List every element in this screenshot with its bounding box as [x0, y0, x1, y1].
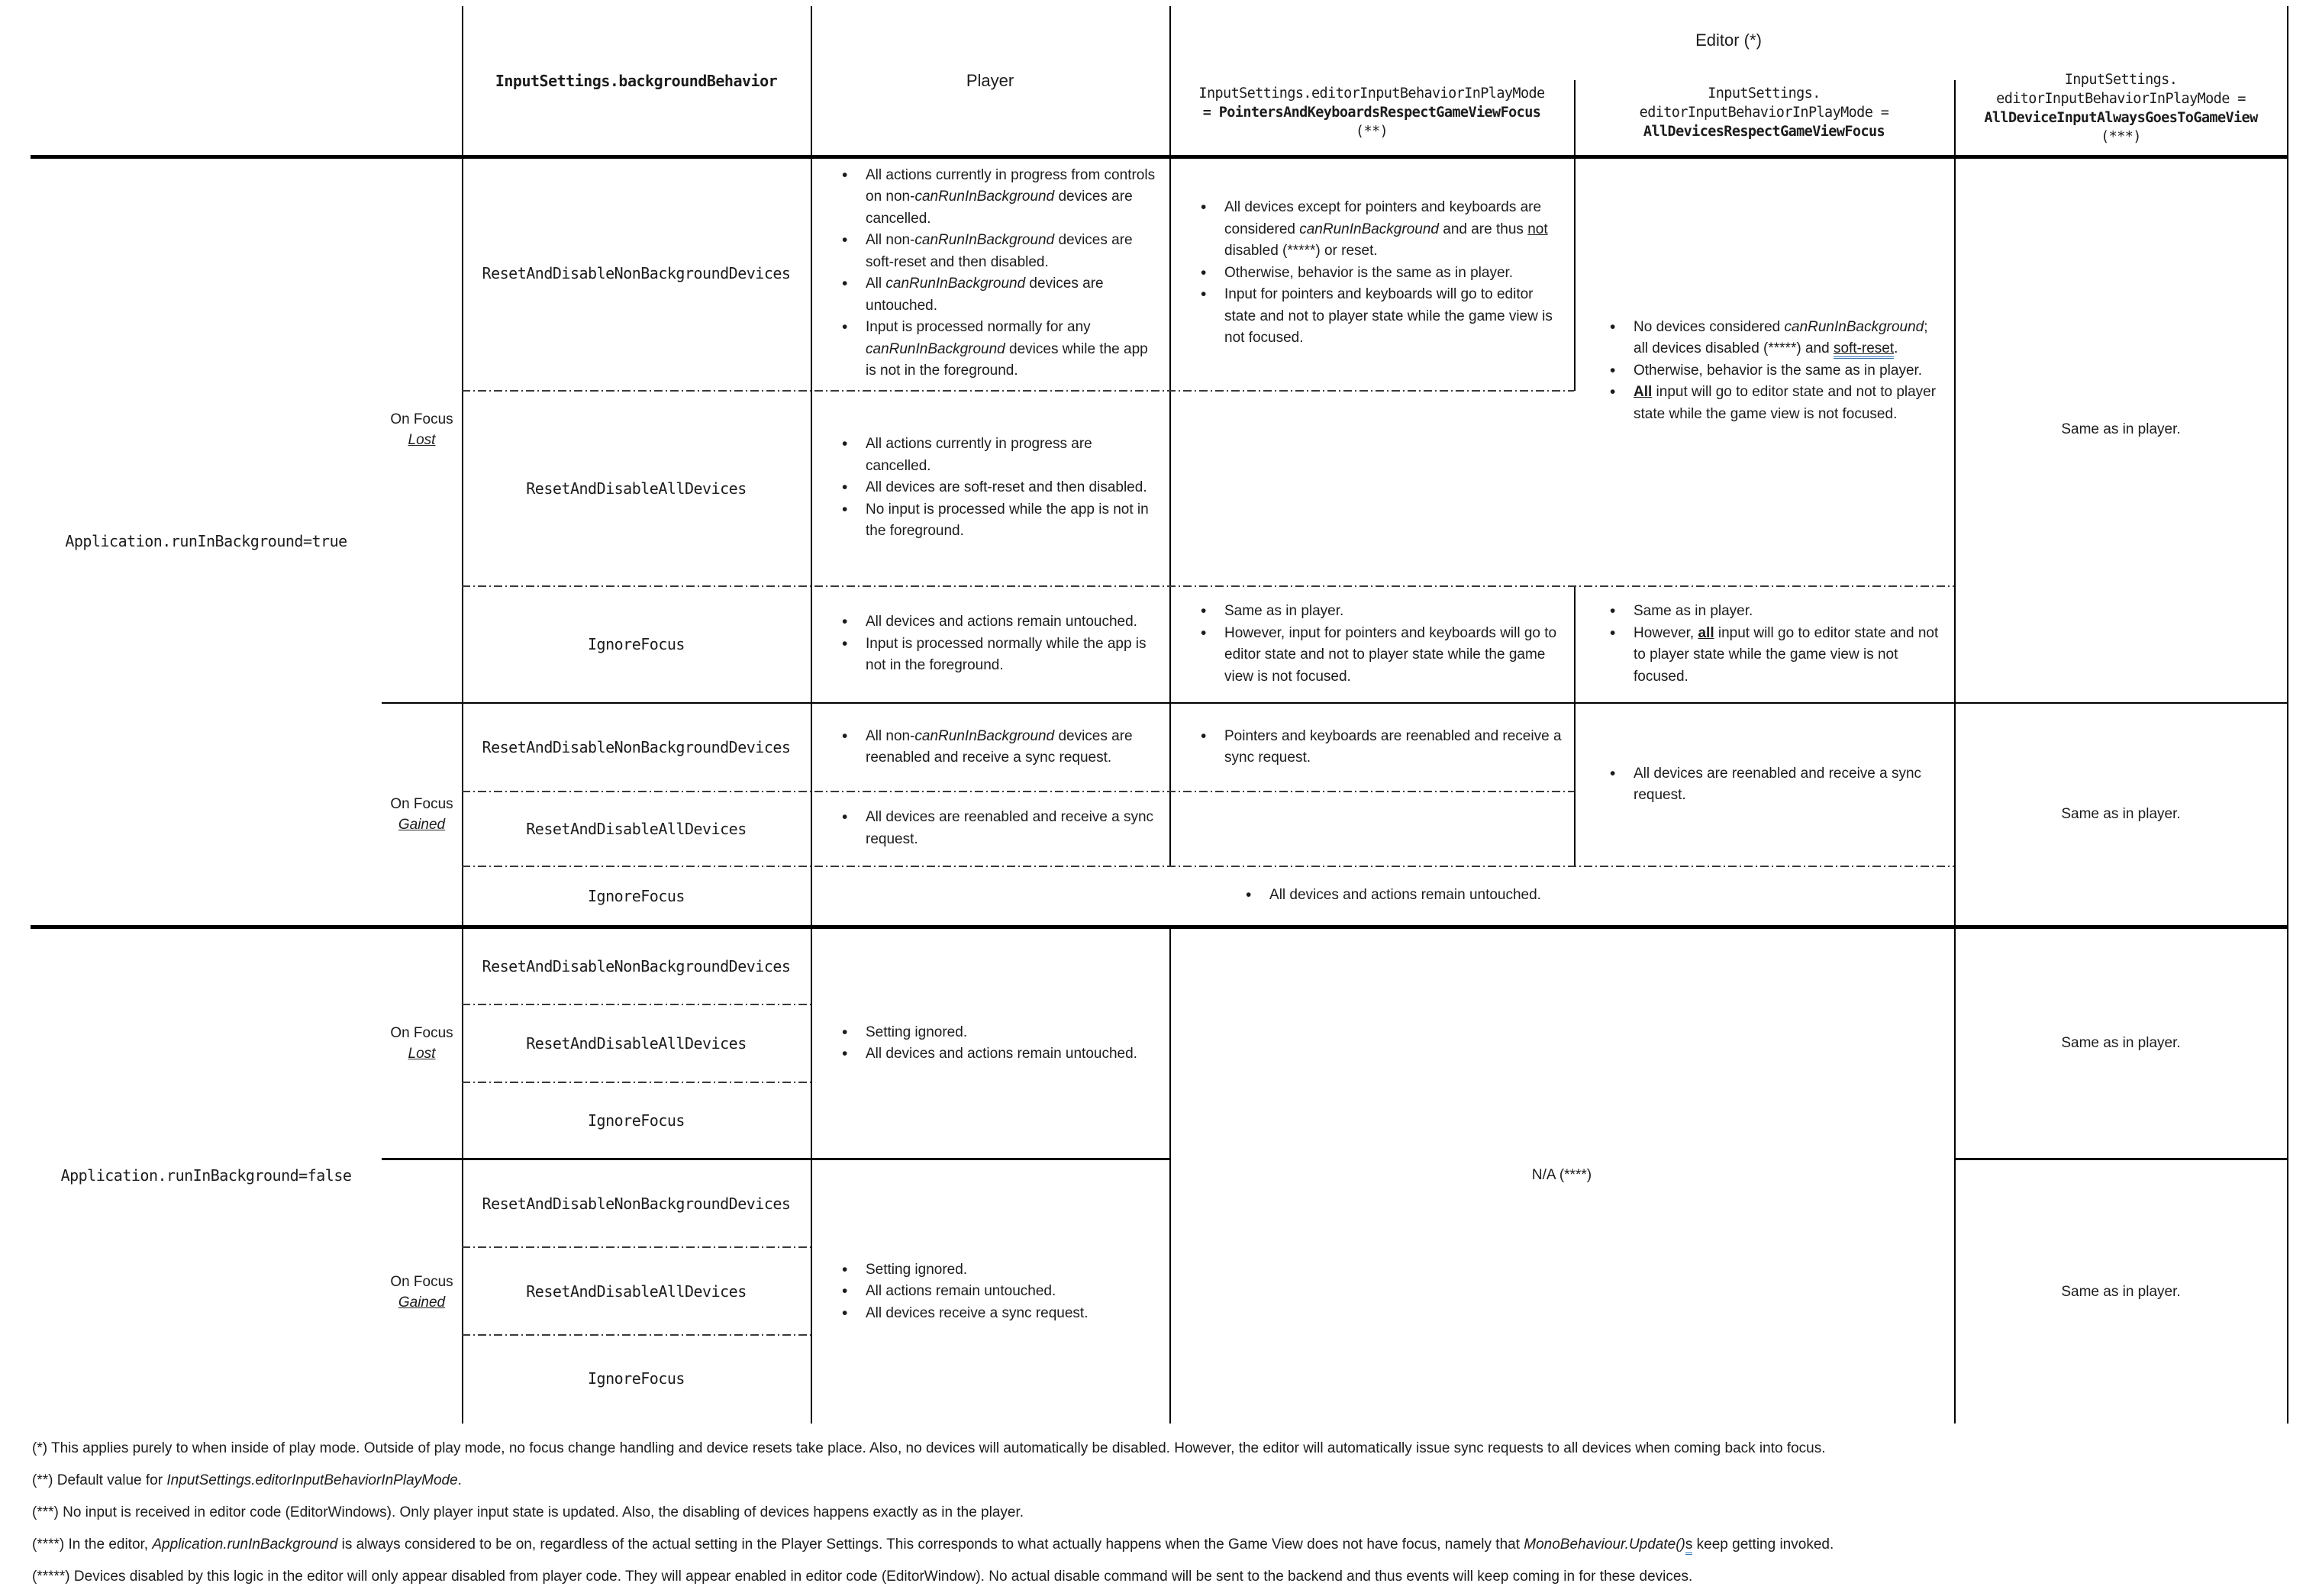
header-line: InputSettings. — [2064, 71, 2178, 88]
header-line: editorInputBehaviorInPlayMode = — [1996, 90, 2246, 107]
cell-alldevices-true-lost-ignorefocus — [1574, 586, 1954, 702]
cell-alldevices-true-lost-merged — [1574, 156, 1954, 585]
bullet-item: • All devices are soft-reset and then disabled. — [840, 477, 1160, 499]
header-line: AllDeviceInputAlwaysGoesToGameView — [1984, 109, 2258, 126]
bullet-item: • Otherwise, behavior is the same as in player. — [1198, 263, 1565, 285]
bullet-item: • All devices and actions remain untouched. — [840, 1043, 1160, 1066]
header-player: Player — [966, 70, 1014, 90]
header-line: Gained — [398, 1294, 446, 1311]
behavior-false-gained-resetall: ResetAndDisableAllDevices — [526, 1282, 747, 1301]
cell-alldevices-true-gained-merged — [1574, 704, 1954, 866]
header-editor-alldeviceinput-gameview — [1954, 61, 2288, 155]
cell-player-true-gained-resetall — [811, 792, 1169, 866]
bullet-item: • All non-canRunInBackground devices are reenabled and receive a sync request. — [840, 726, 1160, 769]
behavior-false-lost-ignorefocus: IgnoreFocus — [588, 1111, 685, 1130]
cell-na-false-editor: N/A (****) — [1531, 1167, 1592, 1183]
bullet-item: • Pointers and keyboards are reenabled and receive a sync request. — [1198, 726, 1565, 769]
cell-alldeviceinput-false-lost: Same as in player. — [2061, 1035, 2181, 1051]
bullet-item: • All devices and actions remain untouched. — [840, 611, 1160, 634]
behavior-true-gained-resetnonbackground: ResetAndDisableNonBackgroundDevices — [482, 738, 791, 756]
bullet-item: • Otherwise, behavior is the same as in player. — [1608, 360, 1943, 382]
cell-player-true-lost-resetnonbackground — [811, 156, 1169, 390]
cell-player-true-lost-ignorefocus — [811, 586, 1169, 702]
footnote-1: (*) This applies purely to when inside of play mode. Outside of play mode, no focus change handling and device resets take place. Also, no devices will automatically be disabled. However, the editor will automatically issue sync requests to all devices when coming back into focus. — [32, 1440, 1826, 1456]
bullet-item: • Input is processed normally for any canRunInBackground devices while the app is not in the foreground. — [840, 317, 1160, 382]
header-editor-pointers-keyboards — [1169, 70, 1574, 155]
bullet-item: • No input is processed while the app is not in the foreground. — [840, 499, 1160, 543]
cell-alldeviceinput-true-lost: Same as in player. — [2061, 421, 2181, 437]
bullet-item: • Same as in player. — [1198, 601, 1565, 623]
footnote-4: (****) In the editor, Application.runInBackground is always considered to be on, regardless of the actual setting in the Player Settings. This corresponds to what actually happens when the Game View does not have focus, namely that MonoBehaviour.Update()s keep getting invoked. — [32, 1537, 2307, 1552]
cell-pk-true-gained-resetnonbackground — [1169, 704, 1574, 791]
behavior-true-gained-ignorefocus: IgnoreFocus — [588, 886, 685, 905]
bullet-item: • No devices considered canRunInBackground; all devices disabled (*****) and soft-reset. — [1608, 317, 1943, 360]
header-line: On Focus — [390, 411, 453, 427]
row-label-runinbackground-false: Application.runInBackground=false — [60, 1166, 352, 1185]
footnotes — [32, 1441, 2307, 1596]
cell-player-true-gained-resetnonbackground — [811, 704, 1169, 791]
bullet-item: • All devices are reenabled and receive a sync request. — [840, 807, 1160, 850]
cell-alldeviceinput-false-gained: Same as in player. — [2061, 1283, 2181, 1300]
cell-pk-true-lost-ignorefocus — [1169, 586, 1574, 702]
header-line: Lost — [408, 432, 436, 448]
bullet-item: • All devices except for pointers and keyboards are considered canRunInBackground and are thus not disabled (*****) or reset. — [1198, 197, 1565, 263]
header-line: (**) — [1355, 124, 1388, 140]
cell-player-true-lost-resetall — [811, 391, 1169, 585]
bullet-item: • All input will go to editor state and not to player state while the game view is not focused. — [1608, 382, 1943, 425]
bullet-item: • All actions currently in progress are cancelled. — [840, 434, 1160, 477]
bullet-item: • Input is processed normally while the app is not in the foreground. — [840, 634, 1160, 677]
behavior-false-lost-resetnonbackground: ResetAndDisableNonBackgroundDevices — [482, 957, 791, 975]
header-line: Gained — [398, 817, 446, 833]
cell-alldeviceinput-true-gained: Same as in player. — [2061, 806, 2181, 822]
footnote-3: (***) No input is received in editor code (EditorWindows). Only player input state is updated. Also, the disabling of devices happens exactly as in the player. — [32, 1504, 1024, 1520]
bullet-item: • However, input for pointers and keyboards will go to editor state and not to player state while the game view is not focused. — [1198, 623, 1565, 688]
header-line: = PointersAndKeyboardsRespectGameViewFocus — [1202, 105, 1541, 121]
header-line: On Focus — [390, 1273, 453, 1290]
cell-pk-true-lost-resetnonbackground — [1169, 156, 1574, 390]
bullet-item: • All devices are reenabled and receive a sync request. — [1608, 763, 1943, 807]
header-line: InputSettings. — [1708, 85, 1821, 102]
bullet-item: • All canRunInBackground devices are untouched. — [840, 273, 1160, 317]
row-label-runinbackground-true: Application.runInBackground=true — [65, 532, 347, 550]
cell-merged-true-gained-ignorefocus — [811, 866, 1954, 925]
bullet-item: • Same as in player. — [1608, 601, 1943, 623]
bullet-item: • All non-canRunInBackground devices are soft-reset and then disabled. — [840, 230, 1160, 273]
behavior-true-lost-resetall: ResetAndDisableAllDevices — [526, 479, 747, 498]
header-line: On Focus — [390, 1025, 453, 1041]
header-line: (***) — [2101, 128, 2141, 145]
header-line: AllDevicesRespectGameViewFocus — [1643, 124, 1885, 140]
bullet-item: • All actions remain untouched. — [840, 1281, 1160, 1303]
footnote-5: (*****) Devices disabled by this logic in the editor will only appear disabled from player code. They will appear enabled in editor code (EditorWindow). No actual disable command will be sent to the backend and thus events will keep coming in for these devices. — [32, 1569, 1693, 1585]
header-line: On Focus — [390, 796, 453, 812]
cell-player-false-gained — [811, 1160, 1169, 1424]
header-editor-group: Editor (*) — [1695, 31, 1762, 50]
behavior-false-lost-resetall: ResetAndDisableAllDevices — [526, 1034, 747, 1053]
bullet-item: • All devices receive a sync request. — [840, 1303, 1160, 1325]
header-line: Lost — [408, 1046, 436, 1062]
behavior-true-gained-resetall: ResetAndDisableAllDevices — [526, 819, 747, 838]
behavior-true-lost-ignorefocus: IgnoreFocus — [588, 635, 685, 653]
row-label-on-focus-gained-true — [378, 704, 466, 925]
row-label-on-focus-lost-false — [378, 929, 466, 1158]
bullet-item: • Input for pointers and keyboards will go to editor state and not to player state while the game view is not focused. — [1198, 284, 1565, 350]
footnote-2: (**) Default value for InputSettings.editorInputBehaviorInPlayMode. — [32, 1472, 462, 1488]
header-line: editorInputBehaviorInPlayMode = — [1639, 105, 1889, 121]
cell-player-false-lost — [811, 929, 1169, 1158]
header-line: InputSettings.editorInputBehaviorInPlayMode — [1198, 85, 1545, 102]
bullet-item: • All devices and actions remain untouched. — [1243, 885, 1541, 907]
behavior-false-gained-resetnonbackground: ResetAndDisableNonBackgroundDevices — [482, 1194, 791, 1213]
bullet-item: • However, all input will go to editor state and not to player state while the game view is not focused. — [1608, 623, 1943, 688]
bullet-item: • Setting ignored. — [840, 1022, 1160, 1044]
bullet-item: • Setting ignored. — [840, 1259, 1160, 1282]
behavior-false-gained-ignorefocus: IgnoreFocus — [588, 1369, 685, 1388]
row-label-on-focus-gained-false — [378, 1160, 466, 1424]
header-editor-alldevices-respect — [1574, 70, 1954, 155]
behavior-true-lost-resetnonbackground: ResetAndDisableNonBackgroundDevices — [482, 264, 791, 282]
bullet-item: • All actions currently in progress from controls on non-canRunInBackground devices are cancelled. — [840, 165, 1160, 231]
row-label-on-focus-lost-true — [378, 156, 466, 703]
header-background-behavior: InputSettings.backgroundBehavior — [495, 71, 778, 90]
